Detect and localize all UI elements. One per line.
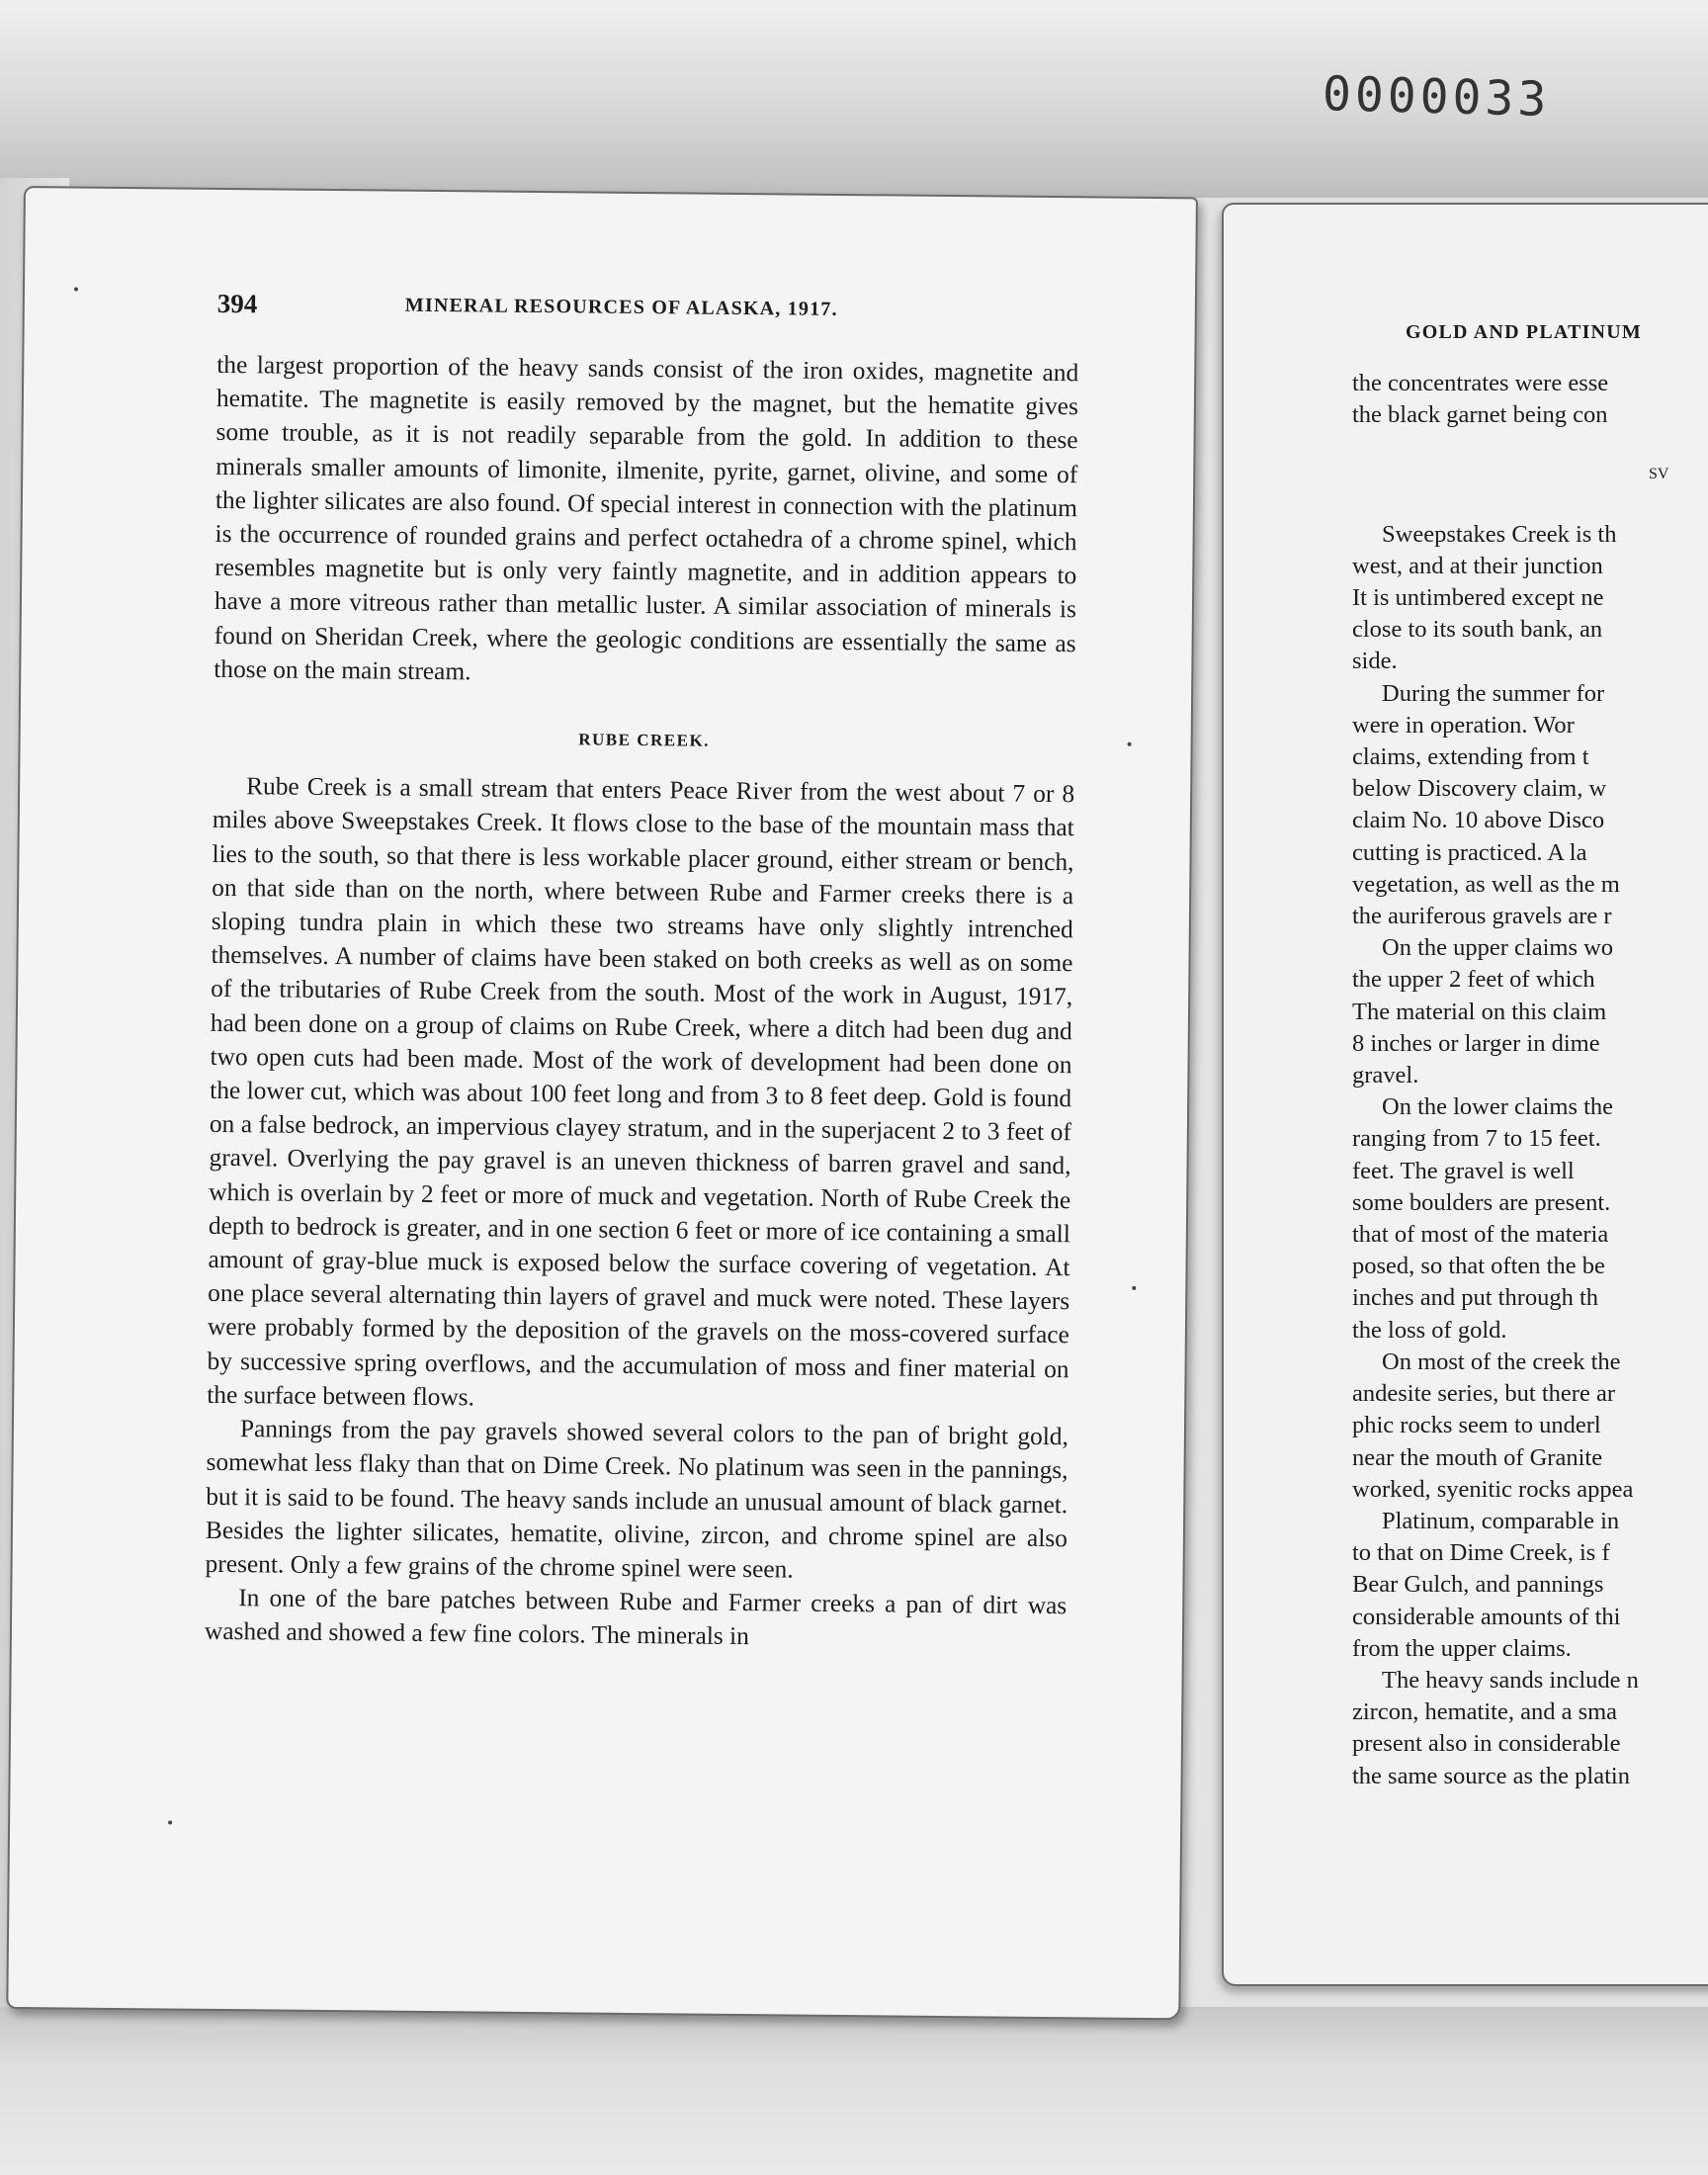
page-number: 394	[216, 288, 258, 319]
text-line: present also in considerable	[1352, 1730, 1621, 1758]
text-line: It is untimbered except ne	[1352, 584, 1604, 612]
text-line: below Discovery claim, w	[1352, 775, 1607, 803]
left-page	[6, 186, 1198, 2020]
text-line: posed, so that often the be	[1352, 1253, 1605, 1280]
text-line: On most of the creek the	[1382, 1348, 1621, 1375]
text-line: side.	[1352, 648, 1398, 675]
text-line: the same source as the platin	[1352, 1762, 1630, 1789]
text-line: gravel.	[1352, 1062, 1419, 1089]
text-line: During the summer for	[1382, 679, 1605, 707]
text-line: worked, syenitic rocks appea	[1352, 1475, 1634, 1503]
text-line: that of most of the materia	[1352, 1221, 1609, 1249]
text-line: west, and at their junction	[1352, 552, 1603, 579]
scan-speck	[74, 287, 78, 291]
section-heading-fragment: SV	[1649, 466, 1669, 483]
text-line: On the lower claims the	[1382, 1093, 1614, 1121]
section-heading: RUBE CREEK.	[578, 730, 711, 750]
right-page-body	[1352, 368, 1708, 1792]
running-head: MINERAL RESOURCES OF ALASKA, 1917.	[404, 294, 838, 320]
right-running-head: GOLD AND PLATINUM	[1406, 321, 1642, 343]
text-line: zircon, hematite, and a sma	[1352, 1698, 1618, 1726]
text-line: to that on Dime Creek, is f	[1352, 1539, 1610, 1567]
text-line: were in operation. Wor	[1352, 711, 1575, 739]
paragraph-rube-creek: Rube Creek is a small stream that enters Peace River from the west about 7 or 8 miles above Sweepstakes Creek. It flows close to the base of the mountain mass that lies to the south, so that there is less workable placer ground, either stream or bench, on that side than on the north, where between Rube and Farmer creeks there is a sloping tundra plain in which these two streams have only slightly intrenched themselves. A number of claims have been staked on both creeks as well as on some of the tributaries of Rube Creek from the south. Most of the work in August, 1917, had been done on a group of claims on Rube Creek, where a ditch had been dug and two open cuts had been made. Most of the work of development had been done on the lower cut, which was about 100 feet long and from 3 to 8 feet deep. Gold is found on a false bedrock, an impervious clayey stratum, and in the superjacent 2 to 3 feet of gravel. Overlying the pay gravel is an uneven thickness of barren gravel and sand, which is overlain by 2 feet or more of muck and vegetation. North of Rube Creek the depth to bedrock is greater, and in one section 6 feet or more of ice containing a small amount of gray-blue muck is exposed below the surface covering of vegetation. At one place several alternating thin layers of gravel and muck were noted. These layers were probably formed by the deposition of the gravels on the moss-covered surface by successive spring overflows, and the accumulation of moss and finer material on the surface between flows.	[207, 772, 1075, 1412]
text-line: cutting is practiced. A la	[1352, 838, 1587, 866]
right-page	[1222, 203, 1708, 1986]
text-line: some boulders are present.	[1352, 1188, 1611, 1216]
text-line: considerable amounts of thi	[1352, 1603, 1621, 1630]
paragraph-bare-patches: In one of the bare patches between Rube and Farmer creeks a pan of dirt was washed and showed a few fine colors. The minerals in	[204, 1584, 1068, 1651]
text-line: feet. The gravel is well	[1352, 1157, 1575, 1184]
spacer	[1352, 491, 1708, 519]
text-line: claims, extending from t	[1352, 743, 1589, 771]
document-stamp-number: 0000033	[1322, 65, 1551, 129]
text-line: 8 inches or larger in dime	[1352, 1029, 1600, 1057]
text-line: the upper 2 feet of which	[1352, 966, 1595, 994]
paragraph-continued: the largest proportion of the heavy sands consist of the iron oxides, magnetite and hematite. The magnetite is easily removed by the magnet, but the hematite gives some trouble, as it is not readily separable from the gold. In addition to these minerals smaller amounts of limonite, ilmenite, pyrite, garnet, olivine, and some of the lighter silicates are also found. Of special interest in connection with the platinum is the occurrence of rounded grains and perfect octahedra of a chrome spinel, which resembles magnetite but is only very faintly magnetite, and in addition appears to have a more vitreous rather than metallic luster. A similar association of minerals is found on Sheridan Creek, where the geologic conditions are essentially the same as those on the main stream.	[214, 350, 1079, 686]
scan-background-bottom	[0, 2007, 1708, 2175]
spacer	[1352, 431, 1708, 459]
text-line: inches and put through th	[1352, 1284, 1599, 1312]
paragraph-pannings: Pannings from the pay gravels showed several colors to the pan of bright gold, somewhat less flaky than that on Dime Creek. No platinum was seen in the pannings, but it is said to be found. The heavy sands include an unusual amount of black garnet. Besides the lighter silicates, hematite, olivine, zircon, and chrome spinel are also present. Only a few grains of the chrome spinel were seen.	[205, 1415, 1069, 1584]
text-line: phic rocks seem to underl	[1352, 1412, 1601, 1439]
text-line: the auriferous gravels are r	[1352, 903, 1612, 930]
text-line: vegetation, as well as the m	[1352, 870, 1620, 898]
text-line: ranging from 7 to 15 feet.	[1352, 1125, 1601, 1153]
text-line: the concentrates were esse	[1352, 370, 1609, 396]
text-line: Sweepstakes Creek is th	[1382, 520, 1617, 548]
text-line: Platinum, comparable in	[1382, 1507, 1620, 1534]
text-line: the black garnet being con	[1352, 401, 1608, 429]
text-line: near the mouth of Granite	[1352, 1443, 1603, 1471]
text-line: On the upper claims wo	[1382, 934, 1614, 962]
left-page-header	[217, 289, 1068, 336]
text-line: claim No. 10 above Disco	[1352, 807, 1605, 834]
text-line: close to its south bank, an	[1352, 616, 1603, 644]
text-line: The material on this claim	[1352, 998, 1607, 1025]
scan-speck	[1128, 742, 1132, 746]
left-page-body	[205, 348, 1079, 1657]
text-line: from the upper claims.	[1352, 1634, 1572, 1662]
text-line: Bear Gulch, and pannings	[1352, 1571, 1604, 1599]
scan-speck	[168, 1820, 172, 1824]
text-line: The heavy sands include n	[1382, 1666, 1639, 1694]
text-line: andesite series, but there ar	[1352, 1380, 1615, 1408]
text-line: the loss of gold.	[1352, 1316, 1507, 1344]
scan-speck	[1132, 1286, 1136, 1290]
